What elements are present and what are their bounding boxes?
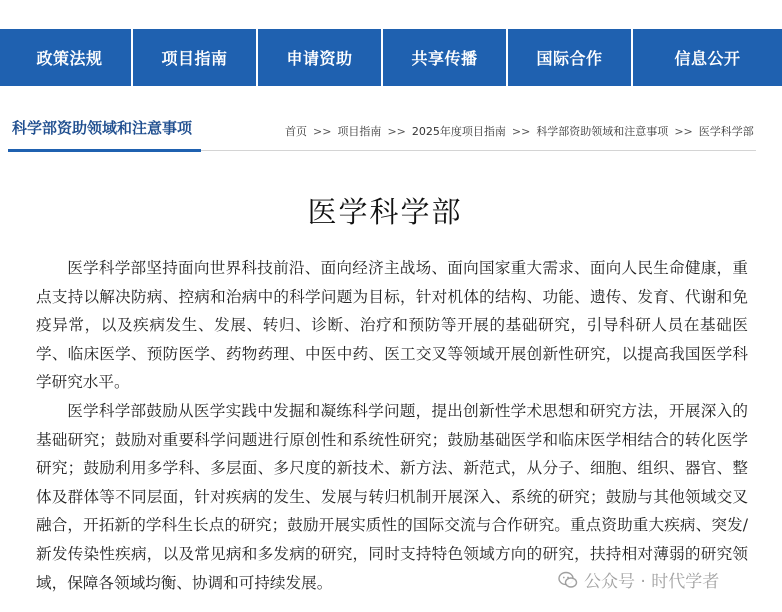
breadcrumb-separator: >> [313, 124, 332, 138]
wechat-icon [558, 570, 578, 590]
section-underline-accent [8, 149, 201, 152]
nav-item-international[interactable]: 国际合作 [508, 29, 633, 86]
breadcrumb [285, 123, 754, 139]
breadcrumb-funding-areas[interactable]: 科学部资助领域和注意事项 [536, 125, 669, 138]
section-underline [201, 150, 756, 151]
nav-item-guide[interactable]: 项目指南 [133, 29, 258, 86]
section-header [0, 112, 782, 152]
main-nav [0, 29, 782, 86]
article-body [36, 254, 748, 597]
article-paragraph: 医学科学部鼓励从医学实践中发掘和凝练科学问题，提出创新性学术思想和研究方法，开展深入的基础研究；鼓励对重要科学问题进行原创性和系统性研究；鼓励基础医学和临床医学相结合的转化医学研究；鼓励利用多学科、多层面、多尺度的新技术、新方法、新范式，从分子、细胞、组织、器官、整体及群体等不同层面，针对疾病的发生、发展与转归机制开展深入、系统的研究；鼓励与其他领域交叉融合，开拓新的学科生长点的研究；鼓励开展实质性的国际交流与合作研究。重点资助重大疾病、突发/新发传染性疾病，以及常见病和多发病的研究，同时支持特色领域方向的研究，扶持相对薄弱的研究领域，保障各领域均衡、协调和可持续发展。 [36, 401, 748, 592]
breadcrumb-home[interactable]: 首页 [285, 125, 307, 138]
breadcrumb-separator: >> [674, 124, 693, 138]
nav-item-apply[interactable]: 申请资助 [258, 29, 383, 86]
nav-item-share[interactable]: 共享传播 [383, 29, 508, 86]
section-title: 科学部资助领域和注意事项 [12, 119, 193, 137]
breadcrumb-current: 医学科学部 [698, 125, 754, 138]
breadcrumb-separator: >> [387, 124, 406, 138]
breadcrumb-annual-guide[interactable]: 2025年度项目指南 [411, 125, 506, 138]
nav-item-disclosure[interactable]: 信息公开 [674, 49, 741, 68]
breadcrumb-separator: >> [511, 124, 531, 138]
breadcrumb-project-guide[interactable]: 项目指南 [337, 125, 382, 138]
watermark-text: 公众号 · 时代学者 [584, 572, 720, 592]
article-paragraph: 医学科学部坚持面向世界科技前沿、面向经济主战场、面向国家重大需求、面向人民生命健康，重点支持以解决防病、控病和治病中的科学问题为目标，针对机体的结构、功能、遗传、发育、代谢和免疫异常，以及疾病发生、发展、转归、诊断、治疗和预防等开展的基础研究，引导科研人员在基础医学、临床医学、预防医学、药物药理、中医中药、医工交叉等领域开展创新性研究，以提高我国医学科学研究水平。 [36, 259, 748, 392]
nav-item-policy[interactable]: 政策法规 [8, 29, 133, 86]
page-title: 医学科学部 [307, 195, 463, 229]
watermark [558, 567, 719, 592]
